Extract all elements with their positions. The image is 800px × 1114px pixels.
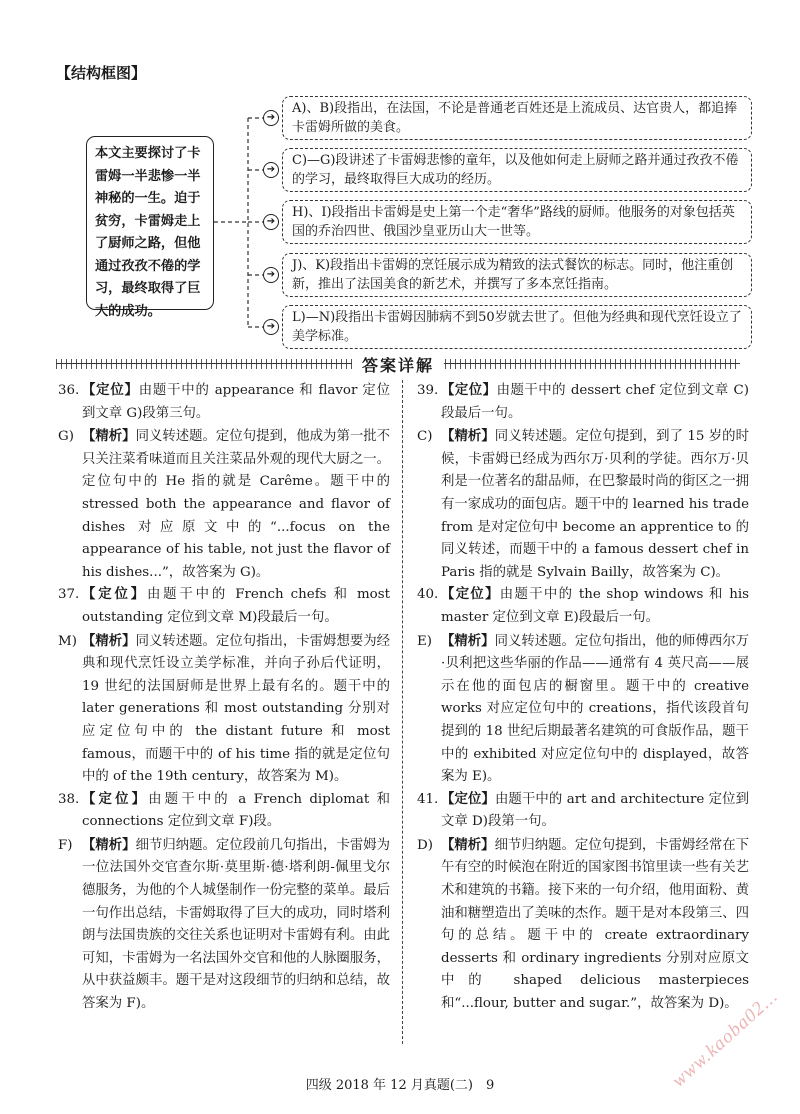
answer-entry (417, 584, 749, 629)
arrow-icon: ➔ (263, 110, 279, 126)
entry-text: 由题干中的 the shop windows 和 his master 定位到文章 E)段最后一句。 (441, 587, 749, 625)
answer-entry (417, 426, 749, 584)
entry-tag: 【定位】 (441, 791, 495, 807)
entry-tag: 【精析】 (82, 837, 136, 853)
section-banner (56, 355, 740, 373)
summary-box: 本文主要探讨了卡雷姆一半悲惨一半神秘的一生。迫于贫穷，卡雷姆走上了厨师之路，但他通过孜孜不倦的学习，最终取得了巨大的成功。 (86, 136, 214, 310)
answer-entry (417, 835, 749, 1016)
entry-text: 由题干中的 French chefs 和 most outstanding 定位到文章 M)段最后一句。 (82, 587, 390, 625)
branch-box: A)、B)段指出，在法国，不论是普通老百姓还是上流成员、达官贵人，都追捧卡雷姆所做的美食。 (282, 96, 752, 140)
branch-box: C)—G)段讲述了卡雷姆悲惨的童年，以及他如何走上厨师之路并通过孜孜不倦的学习，最终取得巨大成功的经历。 (282, 148, 752, 192)
entry-text: 由题干中的 dessert chef 定位到文章 C)段最后一句。 (441, 383, 750, 421)
entry-tag: 【精析】 (441, 429, 495, 445)
answer-entry (58, 380, 390, 425)
arrow-icon: ➔ (263, 214, 279, 230)
branch-box: L)—N)段指出卡雷姆因肺病不到50岁就去世了。但他为经典和现代烹饪设立了美学标准。 (282, 305, 752, 349)
answer-entry (417, 631, 749, 789)
entry-number: 39. (417, 383, 439, 398)
entry-tag: 【定位】 (441, 587, 500, 603)
entry-tag: 【精析】 (82, 429, 136, 445)
arrow-icon: ➔ (263, 162, 279, 178)
answer-entry (58, 426, 390, 584)
entry-number: 36. (58, 383, 80, 398)
entry-number: F) (58, 837, 73, 853)
entry-text: 同义转述题。定位句指出，卡雷姆想要为经典和现代烹饪设立美学标准，并向子孙后代证明，19 世纪的法国厨师是世界上最有名的。题干中的 later generations 和 most outstanding 分别对应定位句中的 the distant future 和 most famous，而题干中的 of his time 指的就是定位句中的 of the 19th century，故答案为 M)。 (82, 633, 391, 785)
column-divider (402, 380, 403, 1044)
entry-tag: 【定位】 (82, 587, 147, 603)
entry-text: 由题干中的 appearance 和 flavor 定位到文章 G)段第三句。 (82, 383, 391, 421)
branch-box: H)、I)段指出卡雷姆是史上第一个走“奢华”路线的厨师。他服务的对象包括英国的乔治四世、俄国沙皇亚历山大一世等。 (282, 200, 752, 244)
entry-text: 由题干中的 art and architecture 定位到文章 D)段第一句。 (441, 791, 749, 830)
entry-number: 38. (58, 791, 80, 807)
entry-number: 37. (58, 587, 80, 603)
entry-number: 41. (417, 791, 439, 807)
entry-number: C) (417, 429, 433, 445)
entry-tag: 【定位】 (82, 383, 139, 398)
entry-text: 细节归纳题。定位段前几句指出，卡雷姆为一位法国外交官查尔斯·莫里斯·德·塔利朗-佩里戈尔德服务，为他的个人城堡制作一份完整的菜单。最后一句作出总结，卡雷姆取得了巨大的成功，同时塔利朗与法国贵族的交往关系也证明对卡雷姆有利。由此可知，卡雷姆为一名法国外交官和他的人脉圈服务，从中获益颇丰。题干是对这段细节的归纳和总结，故答案为 F)。 (82, 837, 391, 1012)
answer-entry (417, 380, 749, 425)
entry-text: 细节归纳题。定位句提到，卡雷姆经常在下午有空的时候泡在附近的国家图书馆里读一些有关艺术和建筑的书籍。接下来的一句介绍，他用面粉、黄油和糖塑造出了美味的杰作。题干是对本段第三、四句的总结。题干中的 create extraordinary desserts 和 ordinary ingredients 分别对应原文中的 shaped delicious masterpieces 和“...flour, butter and sugar.”，故答案为 D)。 (441, 837, 750, 1012)
entry-number: E) (417, 633, 432, 649)
answer-entry (58, 835, 390, 1016)
entry-tag: 【定位】 (441, 383, 497, 398)
entry-number: D) (417, 837, 433, 853)
entry-number: M) (58, 633, 77, 649)
entry-tag: 【精析】 (441, 633, 495, 649)
left-column (58, 380, 390, 1016)
section-title: 答案详解 (352, 353, 444, 376)
page-footer: 四级 2018 年 12 月真题(二) 9 (305, 1078, 495, 1093)
arrow-icon: ➔ (263, 319, 279, 335)
entry-tag: 【定位】 (82, 791, 149, 807)
entry-tag: 【精析】 (441, 837, 495, 853)
entry-text: 由题干中的 a French diplomat 和 connections 定位到文章 F)段。 (82, 791, 390, 830)
branch-box: J)、K)段指出卡雷姆的烹饪展示成为精致的法式餐饮的标志。同时，他注重创新，推出了法国美食的新艺术，并撰写了多本烹饪指南。 (282, 253, 752, 297)
answer-entry (417, 789, 749, 834)
entry-text: 同义转述题。定位句提到，到了 15 岁的时候，卡雷姆已经成为西尔万·贝利的学徒。西尔万·贝利是一位著名的甜品师，在巴黎最时尚的街区之一拥有一家成功的面包店。题干中的 learned his trade from 是对定位句中 become an apprentice to 的同义转述，而题干中的 a famous dessert chef in Paris 指的就是 Sylvain Bailly，故答案为 C)。 (441, 429, 749, 580)
entry-number: 40. (417, 587, 439, 603)
entry-number: G) (58, 429, 74, 445)
frame-title: 【结构框图】 (56, 64, 147, 82)
entry-text: 同义转述题。定位句提到，他成为第一批不只关注菜肴味道而且关注菜品外观的现代大厨之一。定位句中的 He 指的就是 Carême。题干中的 stressed both the appearance and flavor of dishes 对应原文中的“...focus on the appearance of his table, not just the flavor of his dishes...”，故答案为 G)。 (82, 429, 391, 580)
right-column (417, 380, 749, 1016)
answer-entry (58, 789, 390, 834)
answer-entry (58, 631, 390, 789)
entry-text: 同义转述题。定位句指出，他的师傅西尔万·贝利把这些华丽的作品——通常有 4 英尺高——展示在他的面包店的橱窗里。题干中的 creative works 对应定位句中的 creations，指代该段首句提到的 18 世纪后期最著名建筑的可食版作品，题干中的 exhibited 对应定位句中的 displayed，故答案为 E)。 (441, 633, 750, 785)
watermark: www.kaoba02... (667, 985, 783, 1092)
entry-tag: 【精析】 (82, 633, 136, 649)
answer-entry (58, 584, 390, 629)
arrow-icon: ➔ (263, 267, 279, 283)
